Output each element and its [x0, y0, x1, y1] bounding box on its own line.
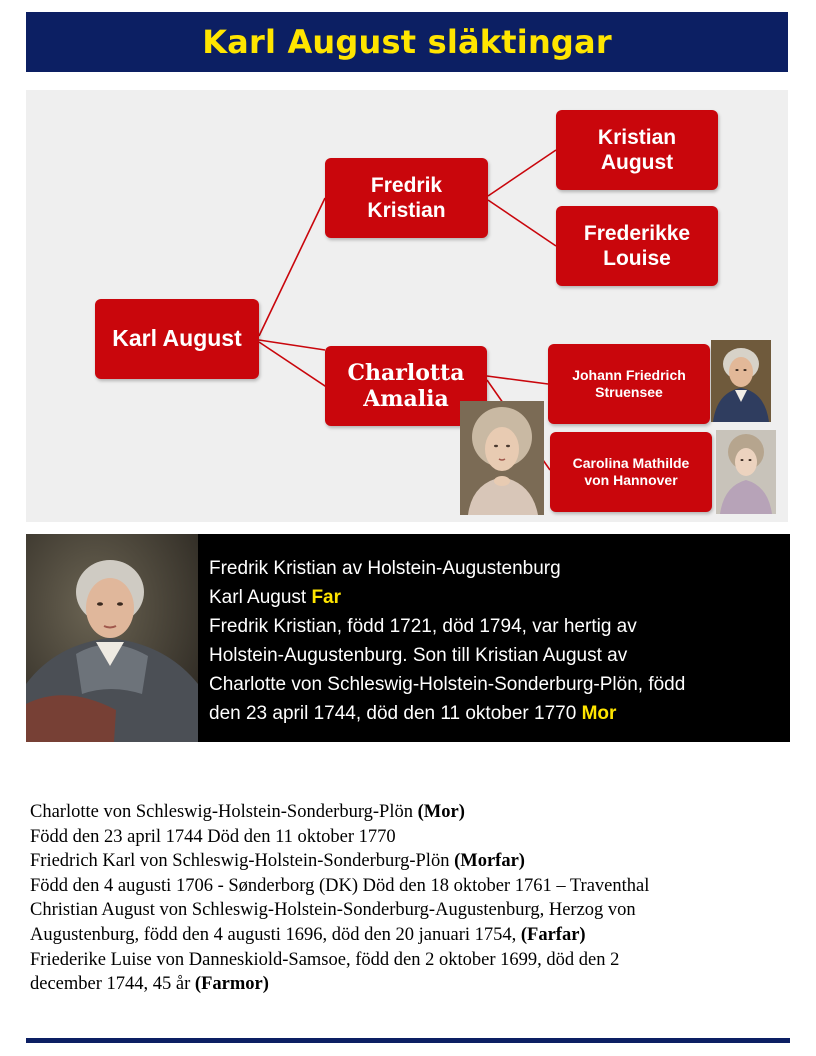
relatives-text	[30, 800, 790, 997]
box-fredrik-line1: Fredrik	[370, 173, 443, 197]
page-title: Karl August släktingar	[202, 23, 612, 61]
body-line-1	[30, 800, 790, 825]
box-johann-line1: Johann Friedrich	[572, 367, 686, 384]
box-carolina-line2: von Hannover	[584, 472, 678, 488]
info-line-5: Charlotte von Schleswig-Holstein-Sonderburg-Plön, född	[209, 674, 686, 695]
body-line-4: Född den 4 augusti 1706 - Sønderborg (DK) Död den 18 oktober 1761 – Traventhal	[30, 875, 650, 896]
family-tree	[26, 90, 788, 522]
box-fredrik-kristian	[325, 158, 488, 238]
body-line-8-text: december 1744, 45 år	[30, 974, 195, 995]
footer-rule	[26, 1038, 790, 1043]
box-carolina-line1: Carolina Mathilde	[572, 455, 690, 472]
info-line-6-text: den 23 april 1744, död den 11 oktober 1770	[209, 703, 582, 724]
connector-karl-fredrik	[259, 198, 325, 336]
connector-fredrik-frederikke	[488, 200, 556, 246]
body-line-8	[30, 972, 790, 997]
box-charlotta-line2: Amalia	[363, 386, 449, 412]
body-line-6-text: Augustenburg, född den 4 augusti 1696, död den 20 januari 1754,	[30, 924, 521, 945]
body-line-5: Christian August von Schleswig-Holstein-Sonderburg-Augustenburg, Herzog von	[30, 900, 636, 921]
box-frederikke-line1: Frederikke	[583, 221, 691, 245]
info-line-4: Holstein-Augustenburg. Son till Kristian August av	[209, 645, 628, 666]
body-line-7: Friederike Luise von Danneskiold-Samsoe, född den 2 oktober 1699, död den 2	[30, 949, 620, 970]
box-charlotta-line1: Charlotta	[347, 359, 465, 386]
box-frederikke-louise	[556, 206, 718, 286]
body-line-1-tag: (Mor)	[417, 802, 465, 822]
body-line-3	[30, 849, 790, 874]
box-frederikke-line2: Louise	[603, 247, 671, 270]
portrait-carolina-mathilde	[716, 430, 776, 514]
box-johann-line2: Struensee	[595, 384, 663, 400]
box-kristian-line1: Kristian	[597, 125, 677, 149]
connector-charlotta-johann	[487, 376, 548, 384]
body-line-3-text: Friedrich Karl von Schleswig-Holstein-Sonderburg-Plön	[30, 851, 455, 872]
info-line-2	[209, 583, 782, 612]
portrait-johann-struensee	[711, 340, 771, 422]
body-line-6	[30, 923, 790, 948]
info-line-1: Fredrik Kristian av Holstein-Augustenburg	[209, 558, 561, 579]
info-panel	[198, 534, 790, 742]
info-line-2-text: Karl August	[209, 587, 312, 608]
box-kristian-line2: August	[600, 151, 674, 174]
box-karl-august-label: Karl August	[112, 325, 242, 352]
body-line-1-text: Charlotte von Schleswig-Holstein-Sonderburg-Plön	[30, 802, 418, 822]
portrait-charlotta-amalia	[460, 401, 544, 515]
box-kristian-august	[556, 110, 718, 190]
body-line-8-tag: (Farmor)	[194, 974, 269, 995]
info-line-6	[209, 699, 782, 728]
box-johann-struensee	[548, 344, 710, 424]
body-line-2: Född den 23 april 1744 Död den 11 oktober 1770	[30, 826, 396, 847]
box-fredrik-line2: Kristian	[367, 199, 446, 222]
info-far-highlight: Far	[311, 587, 342, 608]
box-karl-august	[95, 299, 259, 379]
info-mor-highlight: Mor	[581, 703, 617, 724]
body-line-3-tag: (Morfar)	[454, 851, 525, 872]
portrait-fredrik-kristian	[26, 534, 198, 742]
info-line-3: Fredrik Kristian, född 1721, död 1794, var hertig av	[209, 616, 637, 637]
title-banner	[26, 12, 788, 72]
body-line-6-tag: (Farfar)	[520, 924, 586, 945]
box-carolina-mathilde	[550, 432, 712, 512]
connector-fredrik-kristian	[488, 150, 556, 196]
